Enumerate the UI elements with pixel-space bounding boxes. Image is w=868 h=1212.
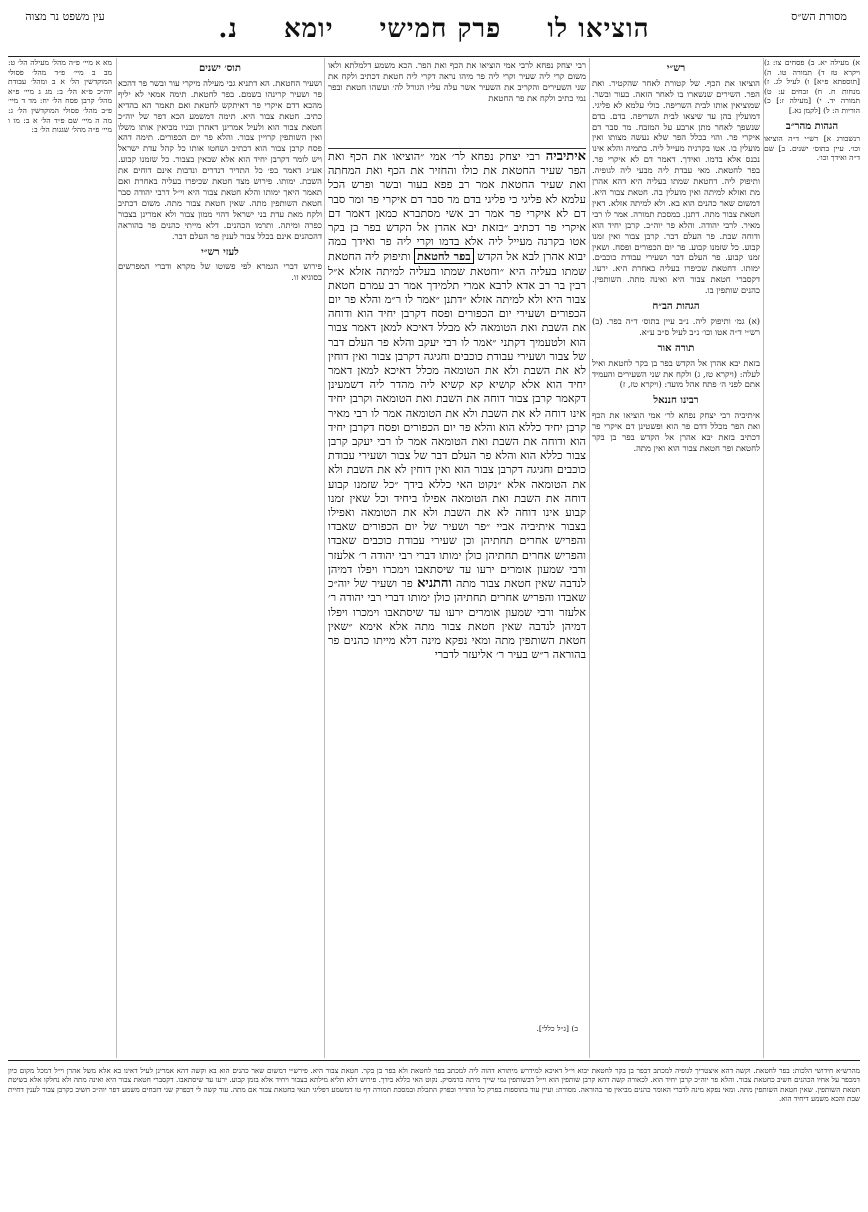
hagahot-maharab-text: רנשבורג א] רש״י ד״ה הוציאו וכו׳. עיין בתוס׳ ישנים. ב] שם ד״ה ואידך וכו׳. [764,134,860,163]
page-header [0,6,868,56]
rashi-heading: רש״י [666,63,686,74]
gemara-lead-word-2: והתניא [417,576,452,592]
hagahot-habach-heading: הגהות הב״ח [652,301,700,313]
rabbeinu-chananel-heading: רבינו חננאל [653,395,699,407]
masoret-references: א) מעילה יא. ב) פסחים צו: ג) ויקרא טז ד) תמורה טו. ה) [תוספתא פ״א] ו) לעיל לג. ז) מנחות ח. ח) זבחים ע: ט) תמורה יד. י) [מעילה ז:] כ) הוריות ה: ל) [לקמן נא.] [764,58,860,115]
gemara-text-2: ותיפוק ליה החטאת שמתו בעליה היא ״וחטאת שמתו בעליה למיתה אזלא א״ל רבין בר רב אדא לרבא אמרי תלמידך אמר רב עמרם חטאת צבור היא ולא למיתה אזלא ״דתנן ״אמר לו ר״מ והלא פר יום הכפורים ושעירי יום הכפורים ופסח דקרבן יחיד הוא ודוחה את השבת ואת הטומאה לא מבלל דאיכא למאן דאמר צבור הוא ולטעמיך דקתני ״אמר לו רבי יעקב והלא פר העלם דבר של צבור ושעירי עבודת כוכבים וחגיגה דקרבן צבור ואין דוחין לא את השבת ולא את הטומאה מכלל דאיכא למאן דאמר יחיד הוא אלא קושיא קא קשיא ליה מהדר ליה דשמעינן דקאמר קרבן צבור דוחה את השבת ואת הטומאה וקרבן יחיד אינו דוחה לא את השבת ולא את הטומאה אמר לו רבי מאיר קרבן יחיד כללא הוא והלא פר יום הכפורים ופסח דקרבן יחיד הוא ודוחה את השבת ואת הטומאה אמר לו רבי יעקב קרבן צבור כללא הוא והלא פר העלם דבר של צבור ושעירי עבודת כוכבים וחגיגה דקרבן צבור הוא ואין דוחין לא את השבת ולא את הטומאה אלא ״נקוט האי כללא בידך ״כל שזמנו קבוע דוחה את השבת ואת הטומאה אפילו ביחיד וכל שאין זמנו קבוע אינו דוחה לא את השבת ולא את הטומאה ואפילו בצבור איתיביה אביי ״פר ושעיר של יום הכפורים שאבדו והפריש אחרים תחתיהן וכן שעירי עבודת כוכבים שאבדו והפריש אחרים תחתיהן כולן ימותו דברי רבי יהודה ר׳ אלעזר ורבי שמעון אומרים ירעו עד שיסתאבו וימכרו ויפלו דמיהן לנדבה שאין חטאת צבור מתה [328,250,586,591]
boxed-phrase: בפר לחטאת [414,248,474,264]
right-margin-column [764,58,860,1058]
tosafot-heading: תוס׳ ישנים [199,63,241,74]
ein-mishpat-references: מא א מיי׳ פ״ה מהל׳ מעילה הל׳ ט: מב ב מיי׳ פ״ד מהל׳ פסולי המוקדשין הל׳ א ב ומהל׳ עבודת יוה״כ פ״א הל׳ ב: מג ג מיי׳ פ״א מהל׳ קרבן פסח הל׳ יח: מד ד מיי׳ פ״ב מהל׳ פסולי המוקדשין הל׳ ג: מה ה מיי׳ שם פ״ד הל׳ א ב: מו ו מיי׳ פ״ה מהל׳ שגגות הל׳ ב: [8,58,112,135]
left-margin-column [8,58,112,1058]
tosafot-column [118,58,322,1058]
column-divider [589,58,590,1058]
footnote-marker: ב) [ג״ל כללי]. [536,1024,578,1033]
footer-commentary: מהרש״א חידושי הלכות: בפר לחטאת. וקשה דהא איצטריך לגופיה למכתב דבפר בן בקר לחטאת יבוא וי״ל דאיכא למידרש מיתורא דהוה ליה למכתב בפר לחטאת ולא בפר בן בקר. חטאת צבור היא. פירש״י דמשום שאר כהנים הוא בא וקשה דהא אמרינן לעיל דאינו בא אלא משל אהרן וי״ל דמכל מקום כיון דמכפר על אחיו הכהנים חשיב כחטאת צבור. והלא פר יוה״כ קרבן יחיד הוא. לכאורה קשה דהא קרבן שותפין הוא וי״ל דבשותפין נמי שייך מיתה כדמסיק. נקוט האי כללא בידך. פירוש דלא תליא מילתא בצבור ויחיד אלא בזמן קבוע. ירעו עד שיסתאבו. דקסברי חטאת צבור היא ואינה מתה ולא נחלקו אלא בשיטת חטאת השותפין. שאין חטאת השותפין מתה. ומאי נפקא מינה לדברי האומר כהנים מביאין פר בהוראה. מסורת: ועיין עוד בתוספות בפרק כל התדיר ובפרק התכלת ובמסכת תמורה דף טו דמשמע דפליגי תנאי בחטאת צבור אם מתה. עוד קשה לי דבפרק שני דזבחים משמע דפר יוה״כ חשיב כקרבן צבור לענין דחיית שבת והכא משמע דיחיד הוא. [8,1066,860,1104]
main-separator [328,148,586,149]
ein-mishpat-label: עין משפט נר מצוה [25,10,105,23]
hagahot-maharab-heading: הגהות מהר״ב [785,120,839,132]
hagahot-habach-text: (א) גמ׳ ותיפוק ליה. נ״ב עיין בתוס׳ ד״ה בפר. (ב) רש״י ד״ה אטו וכו׳ נ״ב לעיל ס״ב ע״א. [592,315,760,337]
gemara-lead-word: איתיביה [545,150,586,164]
column-divider [324,58,325,1058]
rashi-text: הוציאו את הכף. של קטורת לאחר שהקטיר. ואת הפר. השירים שנשארו בו לאחר הזאה. בעור ובשר. שמוציאין אותו לבית השריפה. כולי עלמא לא פליגי. דמועלין בהן עד שיצאו לבית השריפה. בדם. בדם שנשפך לאחר מתן ארבע על המזבח. מר סבר דם איקרי פר. והוי בכלל הפר שלא נעשה מצותו ואין מועלין בו. אטו בקרניה מעייל ליה. בתמיה והלא אינו נכנס אלא בדמו. ואידך. דאמר דם לא איקרי פר. בפר לחטאת. מאי עבדת ליה מבעי ליה לגופיה. ותיפוק ליה. דחטאת שמתו בעליה היא דהא אהרן מת ואזלא למיתה ואין מועלין בה. חטאת צבור היא. דמשום שאר כהנים הוא בא. ולא למיתה אזלא. דאין חטאת צבור מתה. דתנן. במסכת תמורה. אמר לו רבי מאיר. לרבי יהודה. והלא פר יוה״כ. קרבן יחיד הוא ודוחה שבת. פר העלם דבר. קרבן צבור ואין זמנו קבוע. כל שזמנו קבוע. פר יום הכפורים ופסח. ושאין זמנו קבוע. פר העלם דבר ושעירי עבודת כוכבים. ימותו. דחטאת שכיפרו בעליה באחרת היא. ירעו. דקסברי חטאת צבור היא ואינה מתה. השותפין. כהנים שותפין בו. [592,77,760,296]
page-title [170,14,698,44]
gemara-text-3: פר ושעיר של יוה״כ שאבדו והפריש אחרים תחתיהן כולן ימותו דברי רבי יהודה ר׳ אלעזר ורבי שמעון אומרים ירעו עד שיסתאבו וימכרו ויפלו דמיהן לנדבה שאין חטאת צבור מתה אלא אימא ״שאין חטאת השותפין מתה ומאי נפקא מינה דלא מייתו כהנים פר בהוראה ר״ש בעיר ר׳ אליעזר לדברי [328,577,586,662]
tractate-name: יומא [283,14,334,44]
gemara-column [328,150,586,996]
gemara-text: רבי יצחק נפחא לר׳ אמי ״הוציאו את הכף ואת הפר שעיר החטאת את כולו והחזיר את הכף ואת המחתה ואת שעיר החטאת אמר רב פפא בעור ובשר ופרש הכל עלמא לא פליגי כי פליגי בדם מר סבר דם איקרי פר ומר סבר דם לא איקרי פר אמר רב אשי מסתברא כמאן דאמר דם איקרי פר דכתיב ״בזאת יבא אהרן אל הקדש בפר בן בקר אטו בקרנה מעייל ליה אלא בדמו וקרי ליה פר ואידך במה יבוא אהרן לבא אל הקדש [328,150,586,264]
tosafot-secondary-heading: לעזי רש״י [201,246,239,258]
rashi-column [592,58,760,1058]
folio-number: נ. [218,14,238,44]
tosafot-text: ושעיר החטאת. הא דתניא גבי מעילה מיקרי עור ובשר פר דהכא פר ושעיר קרינהו בשמם. בפר לחטאת. תימה אמאי לא יליף מהכא דדם איקרי פר דאיתקש לחטאת ואם תאמר הא בהדיא כתיב. חטאת צבור היא. תימה דמשמע הכא דפר של יוה״כ חטאת צבור הוא ולעיל אמרינן דאהרן ובניו מביאין אותו משלו ואין השותפין קרויין צבור. והלא פר יום הכפורים. תימה דהא פסח קרבן צבור הוא דכתיב ושחטו אותו כל קהל עדת ישראל ויש לומר דקרבן יחיד הוא אלא שבאין בצבור. כל שזמנו קבוע. אע״ג דאמר בפ׳ כל התדיר דנדרים ונדבות אינם דוחים את השבת. ימותו. פירוש מצד חטאת שכיפרו בעליה באחרת ואם תאמר היאך ימותו והלא חטאת צבור היא וי״ל דרבי יהודה סבר חטאת השותפין מתה. שאין חטאת צבור מתה. משום דכתיב ולקח מאת עדת בני ישראל דהוי ממון צבור ולא אמרינן בצבור כפרה ומיתה. ותרמו הכהנים. דלא מייתי כהנים פר בהוראה דהכהנים אינם בכלל צבור לענין פר העלם דבר. [118,77,322,241]
chapter-name: פרק חמישי [379,14,502,44]
title-right: הוציאו לו [547,14,650,44]
masoret-hashas-label: מסורת הש״ס [791,10,847,23]
tosafot-secondary-text: פירוש דברי הגמרא לפי פשוטו של מקרא ודברי המפרשים בסוגיא זו. [118,261,322,283]
column-divider [116,58,117,1058]
rabbeinu-chananel-text: איתיביה רבי יצחק נפחא לר׳ אמי הוציאו את הכף ואת הפר מכלל דדם פר הוא ופשטינן דם איקרי פר דכתיב בזאת יבא אהרן אל הקדש בפר בן בקר לחטאת ופר חטאת צבור הוא ואין מתה. [592,410,760,453]
torah-or-heading: תורה אור [657,342,695,354]
footer-rule [8,1060,860,1061]
main-top-commentary: רבי יצחק נפחא לרבי אמי הוציאו את הכף ואת הפר. הכא משמע דלמלתא ולאו משום קרי ליה שעיר וקרי ליה פר מיהו נראה דקרי ליה חטאת דכתיב ולקח את שני השעירים והקריב את השעיר אשר עלה עליו הגורל לה׳ ועשהו חטאת ובפר נמי כתיב ולקח את פר החטאת [328,60,586,103]
torah-or-text: בזאת יבא אהרן אל הקדש בפר בן בקר לחטאת ואיל לעלה: (ויקרא טז, ג) ולקח את שני השעירים והעמיד אתם לפני ה׳ פתח אהל מועד: (ויקרא טז, ז) [592,357,760,390]
header-rule [8,56,860,57]
